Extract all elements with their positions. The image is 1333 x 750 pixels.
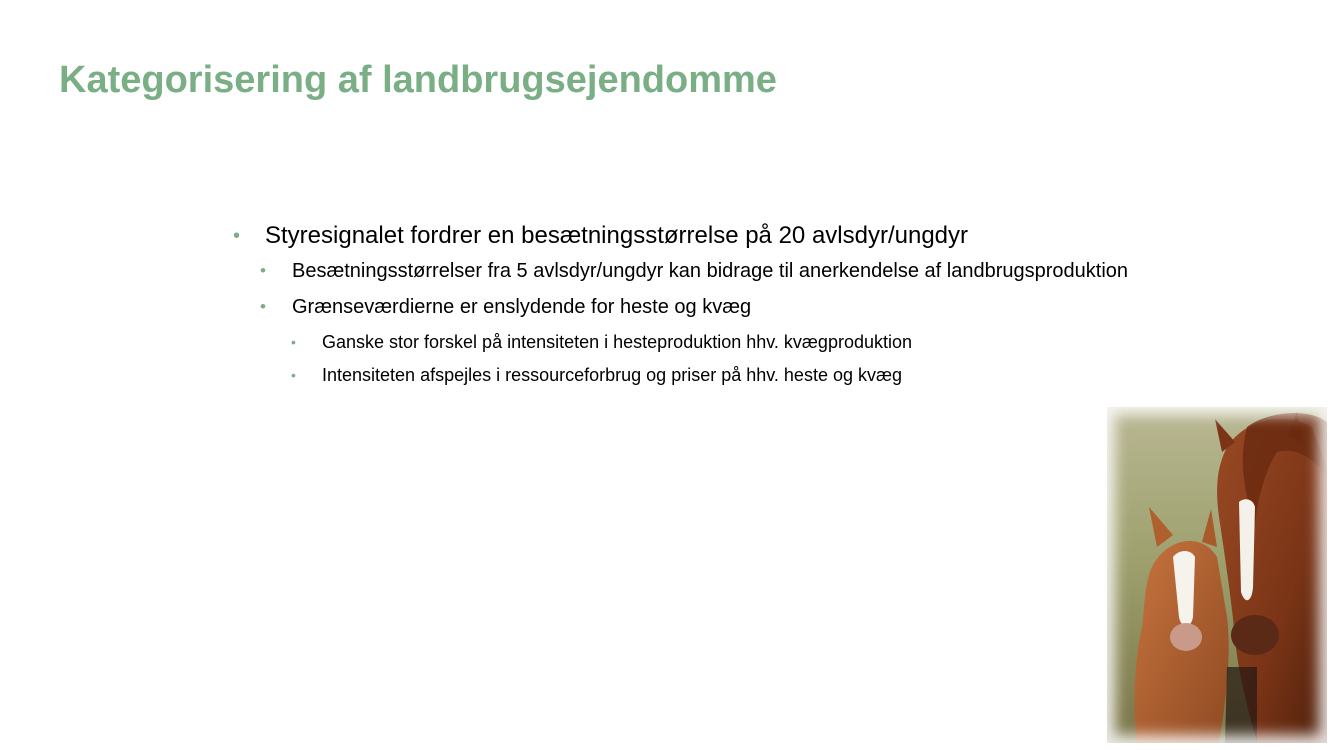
bullet-marker: • [233, 225, 241, 247]
slide-title: Kategorisering af landbrugsejendomme [59, 59, 777, 101]
bullet-marker: • [291, 367, 296, 383]
bullet-text: Grænseværdierne er enslydende for heste og kvæg [292, 296, 752, 318]
bullet-text: Ganske stor forskel på intensiteten i hesteproduktion hhv. kvægproduktion [322, 332, 913, 352]
bullet-text: Besætningsstørrelser fra 5 avlsdyr/ungdyr kan bidrage til anerkendelse af landbrugsproduktion [292, 260, 1129, 282]
bullet-item-1 [233, 222, 969, 250]
bullet-item-2 [260, 259, 1129, 283]
bullet-marker: • [260, 297, 266, 316]
bullet-item-4 [291, 331, 913, 353]
bullet-item-3 [260, 295, 752, 319]
bullet-marker: • [291, 334, 296, 350]
bullet-item-5 [291, 364, 902, 386]
horses-photo [1107, 407, 1327, 743]
bullet-text: Styresignalet fordrer en besætningsstørrelse på 20 avlsdyr/ungdyr [265, 222, 969, 249]
bullet-text: Intensiteten afspejles i ressourceforbrug og priser på hhv. heste og kvæg [322, 365, 902, 385]
bullet-marker: • [260, 261, 266, 280]
